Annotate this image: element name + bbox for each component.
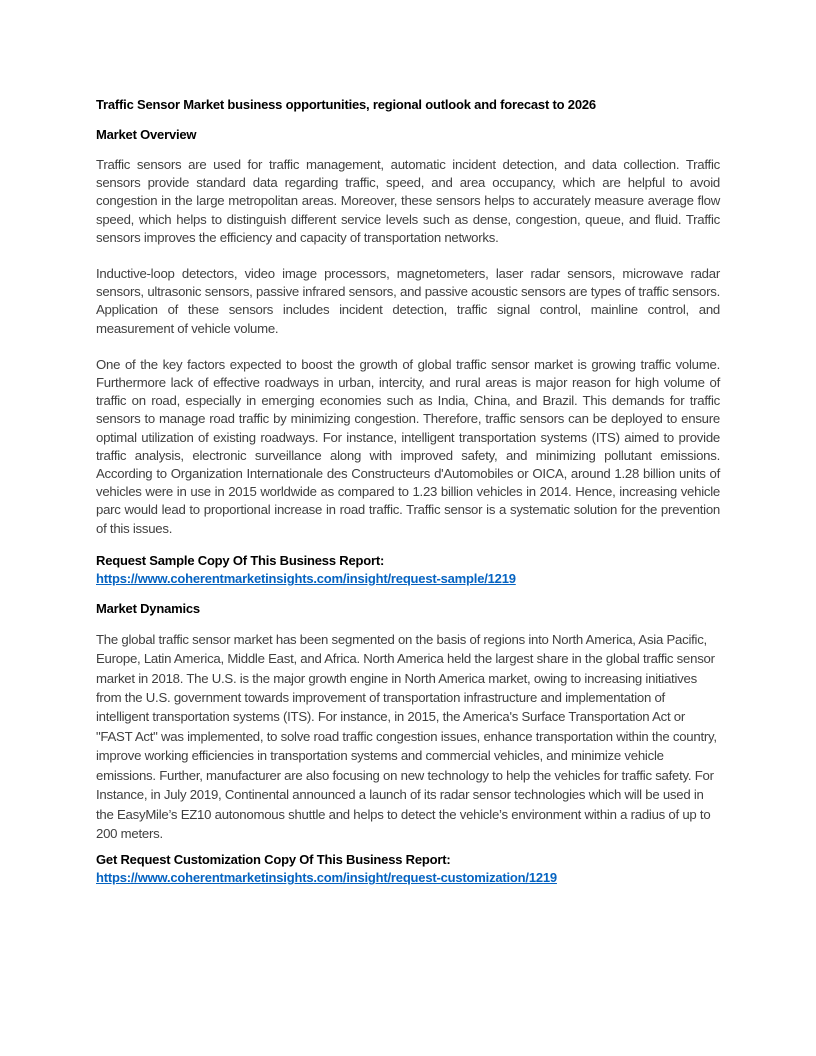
section-spacer (96, 843, 720, 851)
section-spacer (96, 538, 720, 552)
section-heading-market-overview: Market Overview (96, 127, 197, 142)
document-page (96, 96, 720, 887)
customization-cta-label: Get Request Customization Copy Of This Business Report: (96, 852, 451, 868)
paragraph-spacer (96, 338, 720, 356)
overview-paragraph-3: One of the key factors expected to boost the growth of global traffic sensor market is growing traffic volume. Furthermore lack of effective roadways in urban, intercity, and rural areas is major reason for high volume of traffic on road, especially in emerging economies such as India, China, and Brazil. This demands for traffic sensors to manage road traffic by minimizing congestion. Therefore, traffic sensors can be deployed to ensure optimal utilization of existing roadways. For instance, intelligent transportation systems (ITS) aimed to provide traffic analysis, electronic surveillance along with improved safety, and minimizing pollutant emissions. According to Organization Internationale des Constructeurs d'Automobiles or OICA, around 1.28 billion units of vehicles were in use in 2015 worldwide as compared to 1.23 billion vehicles in 2014. Hence, increasing vehicle parc would lead to proportional increase in road traffic. Traffic sensor is a systematic solution for the prevention of this issues. (96, 356, 720, 536)
sample-cta-label: Request Sample Copy Of This Business Report: (96, 552, 385, 568)
section-spacer (96, 588, 720, 600)
overview-paragraph-1: Traffic sensors are used for traffic management, automatic incident detection, and data collection. Traffic sensors provide standard data regarding traffic, speed, and area occupancy, which are helpful to avoid congestion in the large metropolitan areas. Moreover, these sensors helps to accurately measure average flow speed, which helps to distinguish different service levels such as dense, congestion, queue, and fluid. Traffic sensors improves the efficiency and capacity of transportation networks. (96, 157, 720, 245)
dynamics-paragraph: The global traffic sensor market has been segmented on the basis of regions into North America, Asia Pacific, Europe, Latin America, Middle East, and Africa. North America held the largest share in the global traffic sensor market in 2018. The U.S. is the major growth engine in North America market, owing to increasing initiatives from the U.S. government towards improvement of transportation infrastructure and implementation of intelligent transportation systems (ITS). For instance, in 2015, the America's Surface Transportation Act or "FAST Act" was implemented, to solve road traffic congestion issues, enhance transportation within the country, improve working efficiencies in transportation systems and commercial vehicles, and minimize vehicle emissions. Further, manufacturer are also focusing on new technology to help the vehicles for traffic safety. For Instance, in July 2019, Continental announced a launch of its radar sensor technologies which will be used in the EasyMile’s EZ10 autonomous shuttle and helps to detect the vehicle’s environment within a radius of up to 200 meters. (96, 631, 717, 841)
document-title: Traffic Sensor Market business opportunities, regional outlook and forecast to 2026 (96, 97, 596, 112)
request-customization-link[interactable]: https://www.coherentmarketinsights.com/insight/request-customization/1219 (96, 870, 557, 886)
request-sample-link[interactable]: https://www.coherentmarketinsights.com/insight/request-sample/1219 (96, 570, 516, 586)
paragraph-spacer (96, 247, 720, 265)
overview-paragraph-2: Inductive-loop detectors, video image processors, magnetometers, laser radar sensors, microwave radar sensors, ultrasonic sensors, passive infrared sensors, and passive acoustic sensors are types of traffic sensors. Application of these sensors includes incident detection, traffic signal control, mainline control, and measurement of vehicle volume. (96, 266, 720, 336)
section-heading-market-dynamics: Market Dynamics (96, 600, 200, 616)
